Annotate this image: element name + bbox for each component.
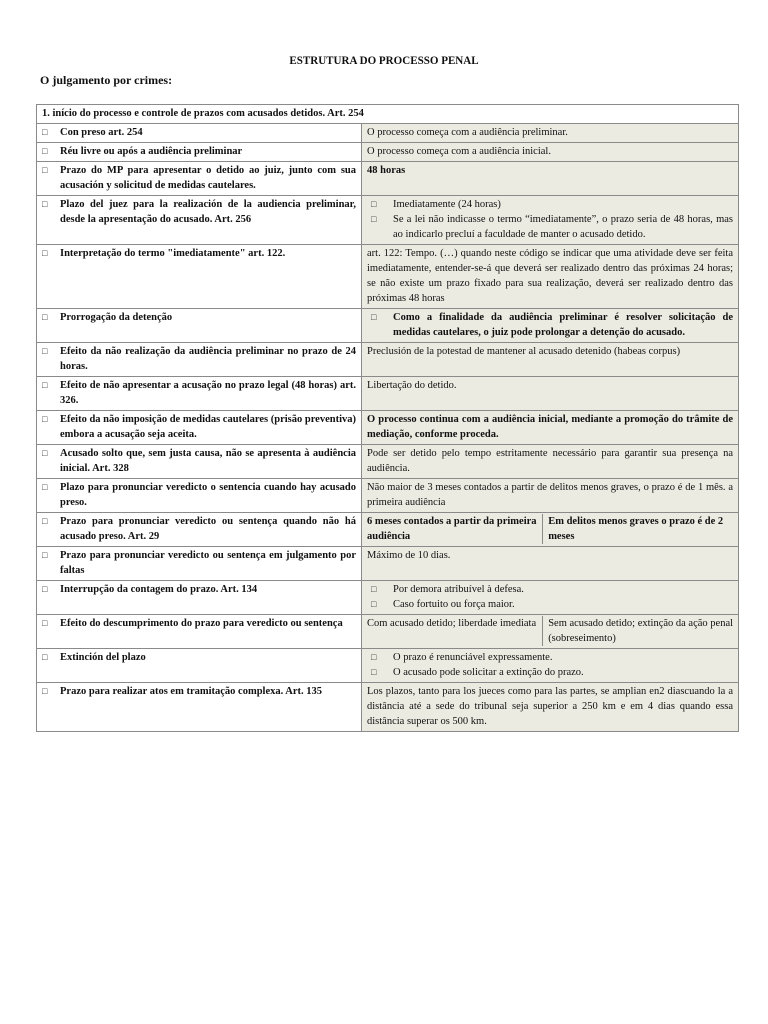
row-value: Não maior de 3 meses contados a partir de delitos menos graves, o prazo é de 1 mês. a primeira audiência	[367, 482, 734, 508]
row-label: Prazo para pronunciar veredicto ou sentença quando não há acusado preso. Art. 29	[60, 516, 356, 542]
row-label-cell	[37, 377, 362, 411]
row-value-a: Com acusado detido; liberdade imediata	[367, 618, 537, 629]
row-label: Efeito do descumprimento do prazo para veredicto ou sentença	[60, 618, 343, 629]
table-row	[37, 581, 739, 615]
row-value: O processo continua com a audiência inicial, mediante a promoção do trâmite de mediação, conforme proceda.	[367, 414, 734, 440]
table-row	[37, 309, 739, 343]
row-value-cell	[362, 124, 739, 143]
row-label: Efeito da não realização da audiência preliminar no prazo de 24 horas.	[60, 346, 356, 372]
row-label-cell	[37, 245, 362, 309]
row-label-cell	[37, 649, 362, 683]
list-item: □ O acusado pode solicitar a extinção do prazo.	[367, 665, 733, 680]
row-label-cell	[37, 343, 362, 377]
checkbox-bullet-icon	[42, 378, 60, 393]
list-item: □ Por demora atribuível à defesa.	[367, 582, 733, 597]
table-row	[37, 245, 739, 309]
document-title: ESTRUTURA DO PROCESSO PENAL	[289, 53, 479, 67]
list-item: □ Imediatamente (24 horas)	[367, 197, 733, 212]
row-label-cell	[37, 309, 362, 343]
row-label: Efeito da não imposição de medidas cautelares (prisão preventiva) embora a acusação seja aceita.	[60, 414, 356, 440]
row-value: art. 122: Tempo. (…) quando neste código se indicar que uma atividade deve ser feita imediatamente, entender-se-á que deverá ser realizado dentro das próximas 24 horas; se não existe um prazo fixado para sua realização, deverá ser realizado dentro das próximas 48 horas	[367, 248, 734, 304]
checkbox-bullet-icon	[42, 548, 60, 563]
table-row	[37, 445, 739, 479]
document-subtitle: O julgamento por crimes:	[40, 73, 173, 87]
checkbox-bullet-icon	[42, 163, 60, 178]
row-value-cell	[362, 196, 739, 245]
row-label: Plazo del juez para la realización de la audiencia preliminar, desde la apresentação do acusado. Art. 256	[60, 199, 356, 225]
row-value-b: Sem acusado detido; extinção da ação penal (sobreseimento)	[543, 616, 733, 646]
split-value	[367, 616, 733, 646]
row-value-cell	[362, 683, 739, 732]
row-value: O processo começa com a audiência inicial.	[367, 146, 551, 157]
table-row	[37, 196, 739, 245]
row-label-cell	[37, 445, 362, 479]
row-value: Máximo de 10 dias.	[367, 550, 451, 561]
row-label: Réu livre ou após a audiência preliminar	[60, 146, 243, 157]
checkbox-bullet-icon	[42, 684, 60, 699]
row-value-cell	[362, 143, 739, 162]
checkbox-bullet-icon	[42, 344, 60, 359]
checkbox-bullet-icon	[367, 597, 393, 612]
row-value-cell	[362, 615, 739, 649]
row-label-cell	[37, 411, 362, 445]
row-value-list	[367, 197, 733, 242]
row-value-cell	[362, 581, 739, 615]
checkbox-bullet-icon	[42, 582, 60, 597]
row-label: Prazo para pronunciar veredicto ou sentença em julgamento por faltas	[60, 550, 356, 576]
row-label-cell	[37, 479, 362, 513]
row-value: Los plazos, tanto para los jueces como para las partes, se amplian en2 diascuando la a distância até a sede do tribunal seja superior a 250 km e em 4 dias quando essa distância superar os 500 km.	[367, 686, 734, 727]
row-value-cell	[362, 513, 739, 547]
row-label: Con preso art. 254	[60, 127, 143, 138]
checkbox-bullet-icon	[42, 125, 60, 140]
row-label-cell	[37, 683, 362, 732]
list-item: □ Como a finalidade da audiência preliminar é resolver solicitação de medidas cautelares, o juiz pode prolongar a detenção do acusado.	[367, 310, 733, 340]
checkbox-bullet-icon	[367, 310, 393, 325]
row-value-list	[367, 650, 733, 680]
checkbox-bullet-icon	[42, 650, 60, 665]
row-label-cell	[37, 513, 362, 547]
table-row	[37, 411, 739, 445]
row-label: Prorrogação da detenção	[60, 312, 173, 323]
row-label-cell	[37, 124, 362, 143]
checkbox-bullet-icon	[42, 514, 60, 529]
checkbox-bullet-icon	[367, 650, 393, 665]
checkbox-bullet-icon	[42, 446, 60, 461]
table-row	[37, 479, 739, 513]
row-label-cell	[37, 547, 362, 581]
list-item: □ O prazo é renunciável expressamente.	[367, 650, 733, 665]
table-header: 1. início do processo e controle de prazos com acusados detidos. Art. 254	[37, 105, 739, 124]
table-row	[37, 547, 739, 581]
checkbox-bullet-icon	[42, 197, 60, 212]
table-header-row	[37, 105, 739, 124]
row-value-cell	[362, 479, 739, 513]
split-value	[367, 514, 733, 544]
table-row	[37, 683, 739, 732]
table-row	[37, 124, 739, 143]
checkbox-bullet-icon	[367, 665, 393, 680]
checkbox-bullet-icon	[42, 412, 60, 427]
row-value-list	[367, 310, 733, 340]
table-row	[37, 343, 739, 377]
checkbox-bullet-icon	[42, 480, 60, 495]
table-row	[37, 143, 739, 162]
row-label-cell	[37, 581, 362, 615]
process-table	[36, 104, 739, 732]
row-value: 48 horas	[367, 165, 406, 176]
row-value-list	[367, 582, 733, 612]
row-label-cell	[37, 615, 362, 649]
row-value-cell	[362, 649, 739, 683]
row-value-cell	[362, 309, 739, 343]
row-value-cell	[362, 445, 739, 479]
row-label: Efeito de não apresentar a acusação no prazo legal (48 horas) art. 326.	[60, 380, 356, 406]
row-value-cell	[362, 245, 739, 309]
row-value-b: Em delitos menos graves o prazo é de 2 meses	[543, 514, 733, 544]
checkbox-bullet-icon	[367, 582, 393, 597]
row-value-cell	[362, 411, 739, 445]
row-value-cell	[362, 547, 739, 581]
row-label-cell	[37, 143, 362, 162]
row-label: Prazo do MP para apresentar o detido ao juiz, junto com sua acusación y solicitud de medidas cautelares.	[60, 165, 356, 191]
row-value: Preclusión de la potestad de mantener al acusado detenido (habeas corpus)	[367, 346, 681, 357]
row-value: O processo começa com a audiência preliminar.	[367, 127, 568, 138]
checkbox-bullet-icon	[42, 144, 60, 159]
checkbox-bullet-icon	[42, 616, 60, 631]
checkbox-bullet-icon	[367, 197, 393, 212]
row-value-a: 6 meses contados a partir da primeira audiência	[367, 516, 537, 542]
table-row	[37, 649, 739, 683]
row-label: Extinción del plazo	[60, 652, 146, 663]
checkbox-bullet-icon	[42, 310, 60, 325]
row-label: Interrupção da contagem do prazo. Art. 134	[60, 584, 258, 595]
row-value-cell	[362, 377, 739, 411]
row-label-cell	[37, 162, 362, 196]
table-row	[37, 615, 739, 649]
row-value-cell	[362, 162, 739, 196]
table-row	[37, 513, 739, 547]
row-value-cell	[362, 343, 739, 377]
list-item: □ Se a lei não indicasse o termo “imediatamente”, o prazo seria de 48 horas, mas ao indicarlo precluí a faculdade de manter o acusado detido.	[367, 212, 733, 242]
row-label: Acusado solto que, sem justa causa, não se apresenta à audiência inicial. Art. 328	[60, 448, 356, 474]
row-label-cell	[37, 196, 362, 245]
table-row	[37, 377, 739, 411]
row-value: Libertação do detido.	[367, 380, 457, 391]
row-label: Plazo para pronunciar veredicto o sentencia cuando hay acusado preso.	[60, 482, 356, 508]
row-label: Prazo para realizar atos em tramitação complexa. Art. 135	[60, 686, 323, 697]
checkbox-bullet-icon	[367, 212, 393, 227]
row-value: Pode ser detido pelo tempo estritamente necessário para garantir sua presença na audiência.	[367, 448, 734, 474]
checkbox-bullet-icon	[42, 246, 60, 261]
row-label: Interpretação do termo "imediatamente" art. 122.	[60, 248, 286, 259]
table-row	[37, 162, 739, 196]
list-item: □ Caso fortuito ou força maior.	[367, 597, 733, 612]
